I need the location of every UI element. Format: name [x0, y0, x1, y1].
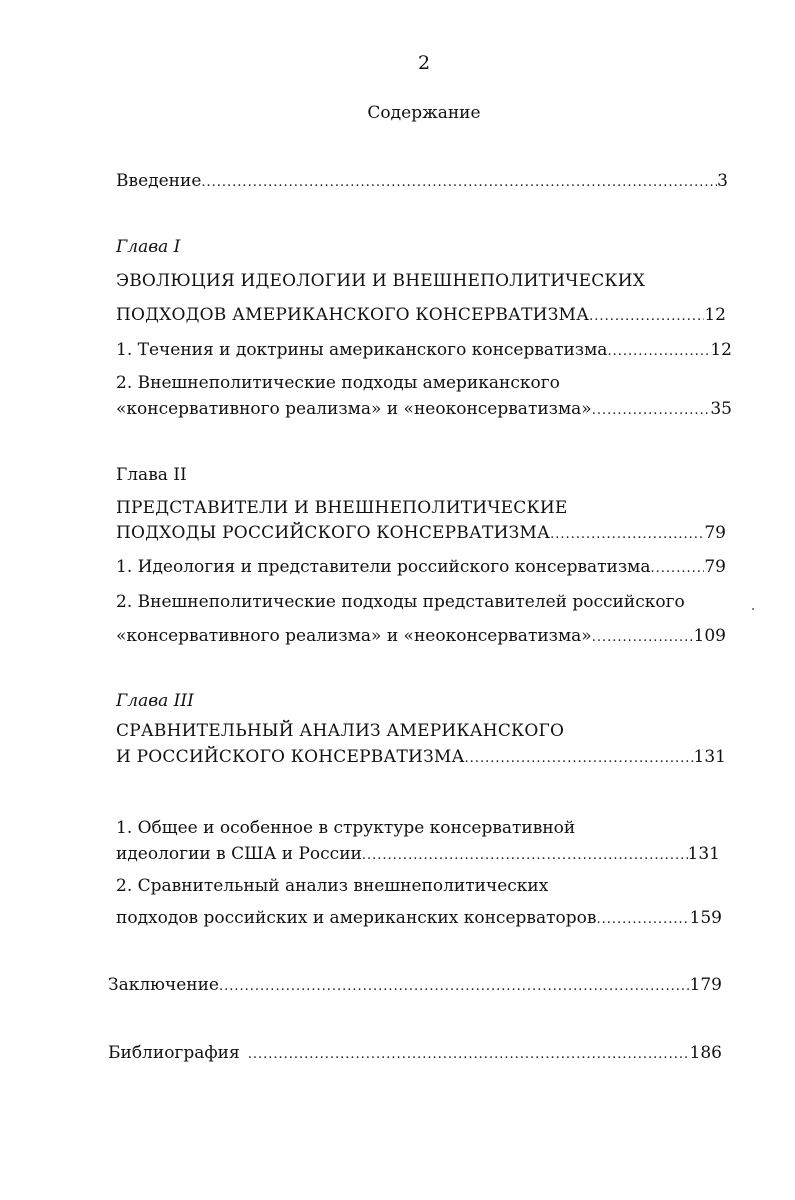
section-1-1-label: 1. Течения и доктрины американского консерватизма — [116, 340, 608, 360]
toc-entry-2-1[interactable] — [116, 556, 726, 580]
toc-entry-chapter-2[interactable] — [116, 522, 726, 546]
page-number: 2 — [417, 52, 431, 74]
chapter-3-heading: Глава III — [116, 691, 194, 711]
leader-dots — [589, 306, 704, 328]
leader-dots — [592, 627, 694, 649]
chapter-3-title-line1: СРАВНИТЕЛЬНЫЙ АНАЛИЗ АМЕРИКАНСКОГО — [116, 721, 565, 741]
section-3-1-line1: 1. Общее и особенное в структуре консервативной — [116, 818, 576, 838]
leader-dots — [201, 172, 717, 194]
chapter-3-title-line2: И РОССИЙСКОГО КОНСЕРВАТИЗМА — [116, 747, 465, 767]
toc-entry-label: Библиография — [108, 1043, 240, 1063]
toc-entry-page: 179 — [689, 975, 722, 995]
chapter-2-title-line2: ПОДХОДЫ РОССИЙСКОГО КОНСЕРВАТИЗМА — [116, 523, 551, 543]
toc-entry-page: 109 — [693, 626, 726, 646]
toc-entry-page: 12 — [710, 340, 732, 360]
chapter-1-heading: Глава I — [116, 237, 181, 257]
section-3-2-line2: подходов российских и американских консерваторов — [116, 908, 597, 928]
leader-dots — [219, 976, 690, 998]
toc-entry-1-2[interactable] — [116, 398, 732, 422]
leader-dots — [607, 341, 710, 363]
chapter-1-title-line2: ПОДХОДОВ АМЕРИКАНСКОГО КОНСЕРВАТИЗМА — [116, 305, 590, 325]
toc-entry-label: Введение — [116, 171, 202, 191]
toc-entry-page: 159 — [689, 908, 722, 928]
toc-entry-page: 131 — [687, 844, 720, 864]
toc-entry-page: 186 — [689, 1043, 722, 1063]
leader-dots — [651, 558, 705, 580]
toc-entry-label: Заключение — [108, 975, 219, 995]
toc-entry-intro[interactable] — [116, 170, 728, 194]
section-3-1-line2: идеологии в США и России — [116, 844, 362, 864]
section-2-2-line2: «консервативного реализма» и «неоконсерватизма» — [116, 626, 592, 646]
toc-entry-page: 79 — [704, 523, 726, 543]
leader-dots — [596, 909, 689, 931]
section-1-2-line2: «консервативного реализма» и «неоконсерватизма» — [116, 399, 592, 419]
scan-speck — [752, 608, 754, 610]
section-2-2-line1: 2. Внешнеполитические подходы представителей российского — [116, 592, 685, 612]
leader-dots — [362, 845, 688, 867]
section-2-1-label: 1. Идеология и представители российского консерватизма — [116, 557, 651, 577]
toc-entry-page: 79 — [704, 557, 726, 577]
toc-entry-2-2[interactable] — [116, 625, 726, 649]
chapter-1-title-line1: ЭВОЛЮЦИЯ ИДЕОЛОГИИ И ВНЕШНЕПОЛИТИЧЕСКИХ — [116, 271, 646, 291]
section-1-2-line1: 2. Внешнеполитические подходы американского — [116, 373, 560, 393]
toc-entry-page: 35 — [710, 399, 732, 419]
toc-title: Содержание — [367, 103, 481, 123]
leader-dots — [248, 1044, 690, 1066]
leader-dots — [592, 400, 711, 422]
toc-entry-conclusion[interactable] — [108, 974, 722, 998]
toc-entry-page: 12 — [704, 305, 726, 325]
chapter-2-heading: Глава II — [116, 465, 187, 485]
chapter-2-title-line1: ПРЕДСТАВИТЕЛИ И ВНЕШНЕПОЛИТИЧЕСКИЕ — [116, 498, 568, 518]
toc-entry-bibliography[interactable] — [108, 1042, 722, 1066]
toc-entry-chapter-3[interactable] — [116, 746, 726, 770]
toc-entry-3-1[interactable] — [116, 843, 720, 867]
section-3-2-line1: 2. Сравнительный анализ внешнеполитических — [116, 876, 549, 896]
toc-entry-3-2[interactable] — [116, 907, 722, 931]
toc-entry-page: 3 — [717, 171, 728, 191]
toc-entry-1-1[interactable] — [116, 339, 732, 363]
leader-dots — [465, 748, 694, 770]
leader-dots — [550, 524, 704, 546]
toc-entry-page: 131 — [693, 747, 726, 767]
toc-entry-chapter-1[interactable] — [116, 304, 726, 328]
